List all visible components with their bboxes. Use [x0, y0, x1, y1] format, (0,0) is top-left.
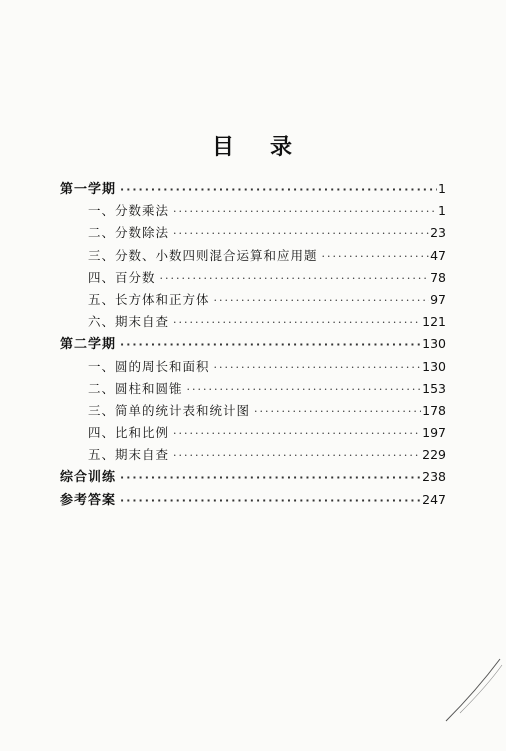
table-of-contents [60, 178, 446, 511]
leader-dots [120, 467, 421, 489]
leader-dots [322, 246, 430, 268]
toc-entry-label: 一、圆的周长和面积 [88, 358, 210, 374]
toc-entry-page: 229 [422, 447, 446, 463]
toc-entry[interactable] [60, 489, 446, 511]
leader-dots [173, 445, 421, 467]
toc-entry[interactable] [60, 245, 446, 267]
leader-dots [173, 423, 421, 445]
toc-entry-page: 178 [422, 402, 446, 418]
leader-dots [120, 179, 437, 201]
leader-dots [254, 401, 421, 423]
leader-dots [173, 312, 421, 334]
toc-entry-label: 第二学期 [60, 337, 117, 353]
toc-entry[interactable] [60, 378, 446, 400]
toc-entry-page: 47 [430, 247, 446, 263]
toc-entry[interactable] [60, 422, 446, 444]
toc-entry[interactable] [60, 400, 446, 422]
toc-entry[interactable] [60, 289, 446, 311]
toc-entry-page: 1 [438, 203, 446, 219]
toc-entry-label: 一、分数乘法 [88, 203, 170, 219]
toc-entry-label: 综合训练 [60, 470, 117, 486]
toc-entry-label: 六、期末自查 [88, 314, 170, 330]
toc-entry-label: 五、期末自查 [88, 447, 170, 463]
leader-dots [173, 223, 429, 245]
toc-entry-page: 153 [422, 380, 446, 396]
toc-entry-page: 238 [422, 469, 446, 485]
toc-entry[interactable] [60, 333, 446, 355]
toc-entry[interactable] [60, 444, 446, 466]
toc-entry[interactable] [60, 466, 446, 488]
toc-entry[interactable] [60, 178, 446, 200]
scan-pen-stroke [440, 655, 506, 725]
toc-entry-page: 78 [430, 269, 446, 285]
toc-entry-page: 1 [438, 181, 446, 196]
leader-dots [120, 334, 421, 356]
toc-entry-label: 四、比和比例 [88, 425, 170, 441]
toc-entry-page: 247 [422, 491, 446, 507]
toc-entry-label: 三、简单的统计表和统计图 [88, 402, 251, 418]
toc-entry-label: 四、百分数 [88, 269, 156, 285]
toc-entry-label: 五、长方体和正方体 [88, 291, 210, 307]
leader-dots [160, 268, 430, 290]
toc-entry-page: 23 [430, 225, 446, 241]
leader-dots [187, 379, 422, 401]
toc-entry-page: 97 [430, 291, 446, 307]
title-right-char: 录 [270, 135, 295, 160]
leader-dots [214, 357, 422, 379]
toc-entry[interactable] [60, 222, 446, 244]
toc-entry-page: 197 [422, 425, 446, 441]
toc-entry-page: 130 [422, 358, 446, 374]
toc-entry-label: 三、分数、小数四则混合运算和应用题 [88, 247, 318, 263]
title-left-char: 目 [211, 135, 236, 160]
page-title [0, 130, 506, 161]
leader-dots [120, 490, 421, 512]
toc-entry-page: 121 [422, 314, 446, 330]
toc-entry[interactable] [60, 200, 446, 222]
toc-entry[interactable] [60, 267, 446, 289]
toc-entry-label: 二、圆柱和圆锥 [88, 380, 183, 396]
toc-entry-label: 参考答案 [60, 492, 117, 508]
leader-dots [173, 201, 437, 223]
leader-dots [214, 290, 430, 312]
toc-entry-label: 二、分数除法 [88, 225, 170, 241]
toc-entry[interactable] [60, 311, 446, 333]
toc-entry[interactable] [60, 356, 446, 378]
toc-entry-page: 130 [422, 336, 446, 352]
toc-entry-label: 第一学期 [60, 182, 117, 197]
